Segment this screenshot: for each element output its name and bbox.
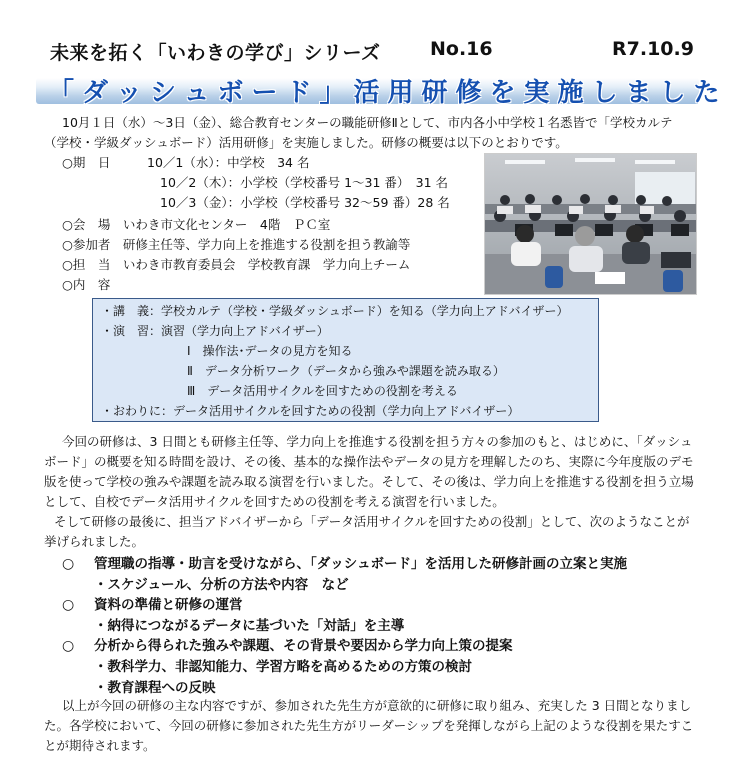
page-title: 「ダッシュボード」活用研修を実施しました: [48, 78, 728, 108]
circle-bullet: ○: [62, 597, 75, 614]
training-photo: [484, 153, 697, 295]
staff: ○担 当 いわき市教育委員会 学校教育課 学力向上チーム: [62, 257, 411, 272]
body-paragraph-2: そして研修の最後に、担当アドバイザーから「データ活用サイクルを回すための役割」として、次のようなことが挙げられました。: [44, 514, 690, 549]
point-text: 資料の準備と研修の運営: [94, 597, 243, 614]
point-text: 分析から得られた強みや課題、その背景や要因から学力向上策の提案: [94, 638, 513, 655]
program-box: [92, 298, 599, 422]
point-sub: ・教育課程への反映: [94, 679, 216, 696]
issue-date: R7.10.9: [612, 38, 694, 60]
program-step-2: Ⅱ データ分析ワーク（データから強みや課題を読み取る）: [187, 364, 505, 378]
program-exercise: ・演 習：演習（学力向上アドバイザー）: [101, 324, 329, 338]
point-sub: ・スケジュール、分析の方法や内容 など: [94, 576, 349, 593]
point-sub: ・納得につながるデータに基づいた「対話」を主導: [94, 617, 405, 634]
point-item: [62, 595, 627, 616]
program-closing: ・おわりに：データ活用サイクルを回すための役割（学力向上アドバイザー）: [101, 404, 520, 418]
role-points: [62, 554, 627, 698]
point-item: [62, 554, 627, 575]
intro-paragraph: 10月１日（水）～3日（金）、総合教育センターの職能研修Ⅱとして、市内各小中学校１名悉皆で「学校カルテ（学校・学級ダッシュボード）活用研修」を実施しました。研修の概要は以下のとおりです。: [44, 115, 673, 150]
participants: ○参加者 研修主任等、学力向上を推進する役割を担う教諭等: [62, 237, 411, 252]
issue-number: No.16: [430, 38, 493, 60]
schedule-day-3: 10／3（金）：小学校（学校番号 32～59 番）28 名: [160, 195, 450, 210]
schedule-day-1: 10／1（水）：中学校 34 名: [147, 155, 310, 170]
schedule-day-2: 10／2（木）：小学校（学校番号 1～31 番） 31 名: [160, 175, 449, 190]
point-item: [62, 636, 627, 657]
point-sub: ・教科学力、非認知能力、学習方略を高めるための方策の検討: [94, 658, 472, 675]
point-text: 管理職の指導・助言を受けながら、「ダッシュボード」を活用した研修計画の立案と実施: [94, 556, 627, 572]
venue: ○会 場 いわき市文化センター 4階 ＰＣ室: [62, 217, 331, 232]
series-title: 未来を拓く「いわきの学び」シリーズ: [50, 42, 381, 64]
circle-bullet: ○: [62, 556, 75, 572]
body-paragraph-1: 今回の研修は、3 日間とも研修主任等、学力向上を推進する役割を担う方々の参加のもと、はじめに、「ダッシュボード」の概要を知る時間を設け、その後、基本的な操作法やデータの見方を理解したのち、実際に今年度版のデモ版を使って学校の強みや課題を読み取る演習を行いました。そして、その後は、学力向上を推進する役割を担う立場として、自校でデータ活用サイクルを回すための役割を考える演習を行いました。: [44, 434, 694, 509]
schedule-label: ○期 日: [62, 155, 111, 170]
circle-bullet: ○: [62, 638, 75, 655]
program-step-3: Ⅲ データ活用サイクルを回すための役割を考える: [187, 384, 458, 398]
program-lecture: ・講 義：学校カルテ（学校・学級ダッシュボード）を知る（学力向上アドバイザー）: [101, 304, 569, 318]
closing-paragraph: 以上が今回の研修の主な内容ですが、参加された先生方が意欲的に研修に取り組み、充実した 3 日間となりました。各学校において、今回の研修に参加された先生方がリーダーシップを発揮しながら上記のような役割を果たすことが期待されます。: [44, 698, 694, 753]
program-step-1: Ⅰ 操作法･データの見方を知る: [187, 344, 353, 358]
content-label: ○内 容: [62, 277, 111, 292]
